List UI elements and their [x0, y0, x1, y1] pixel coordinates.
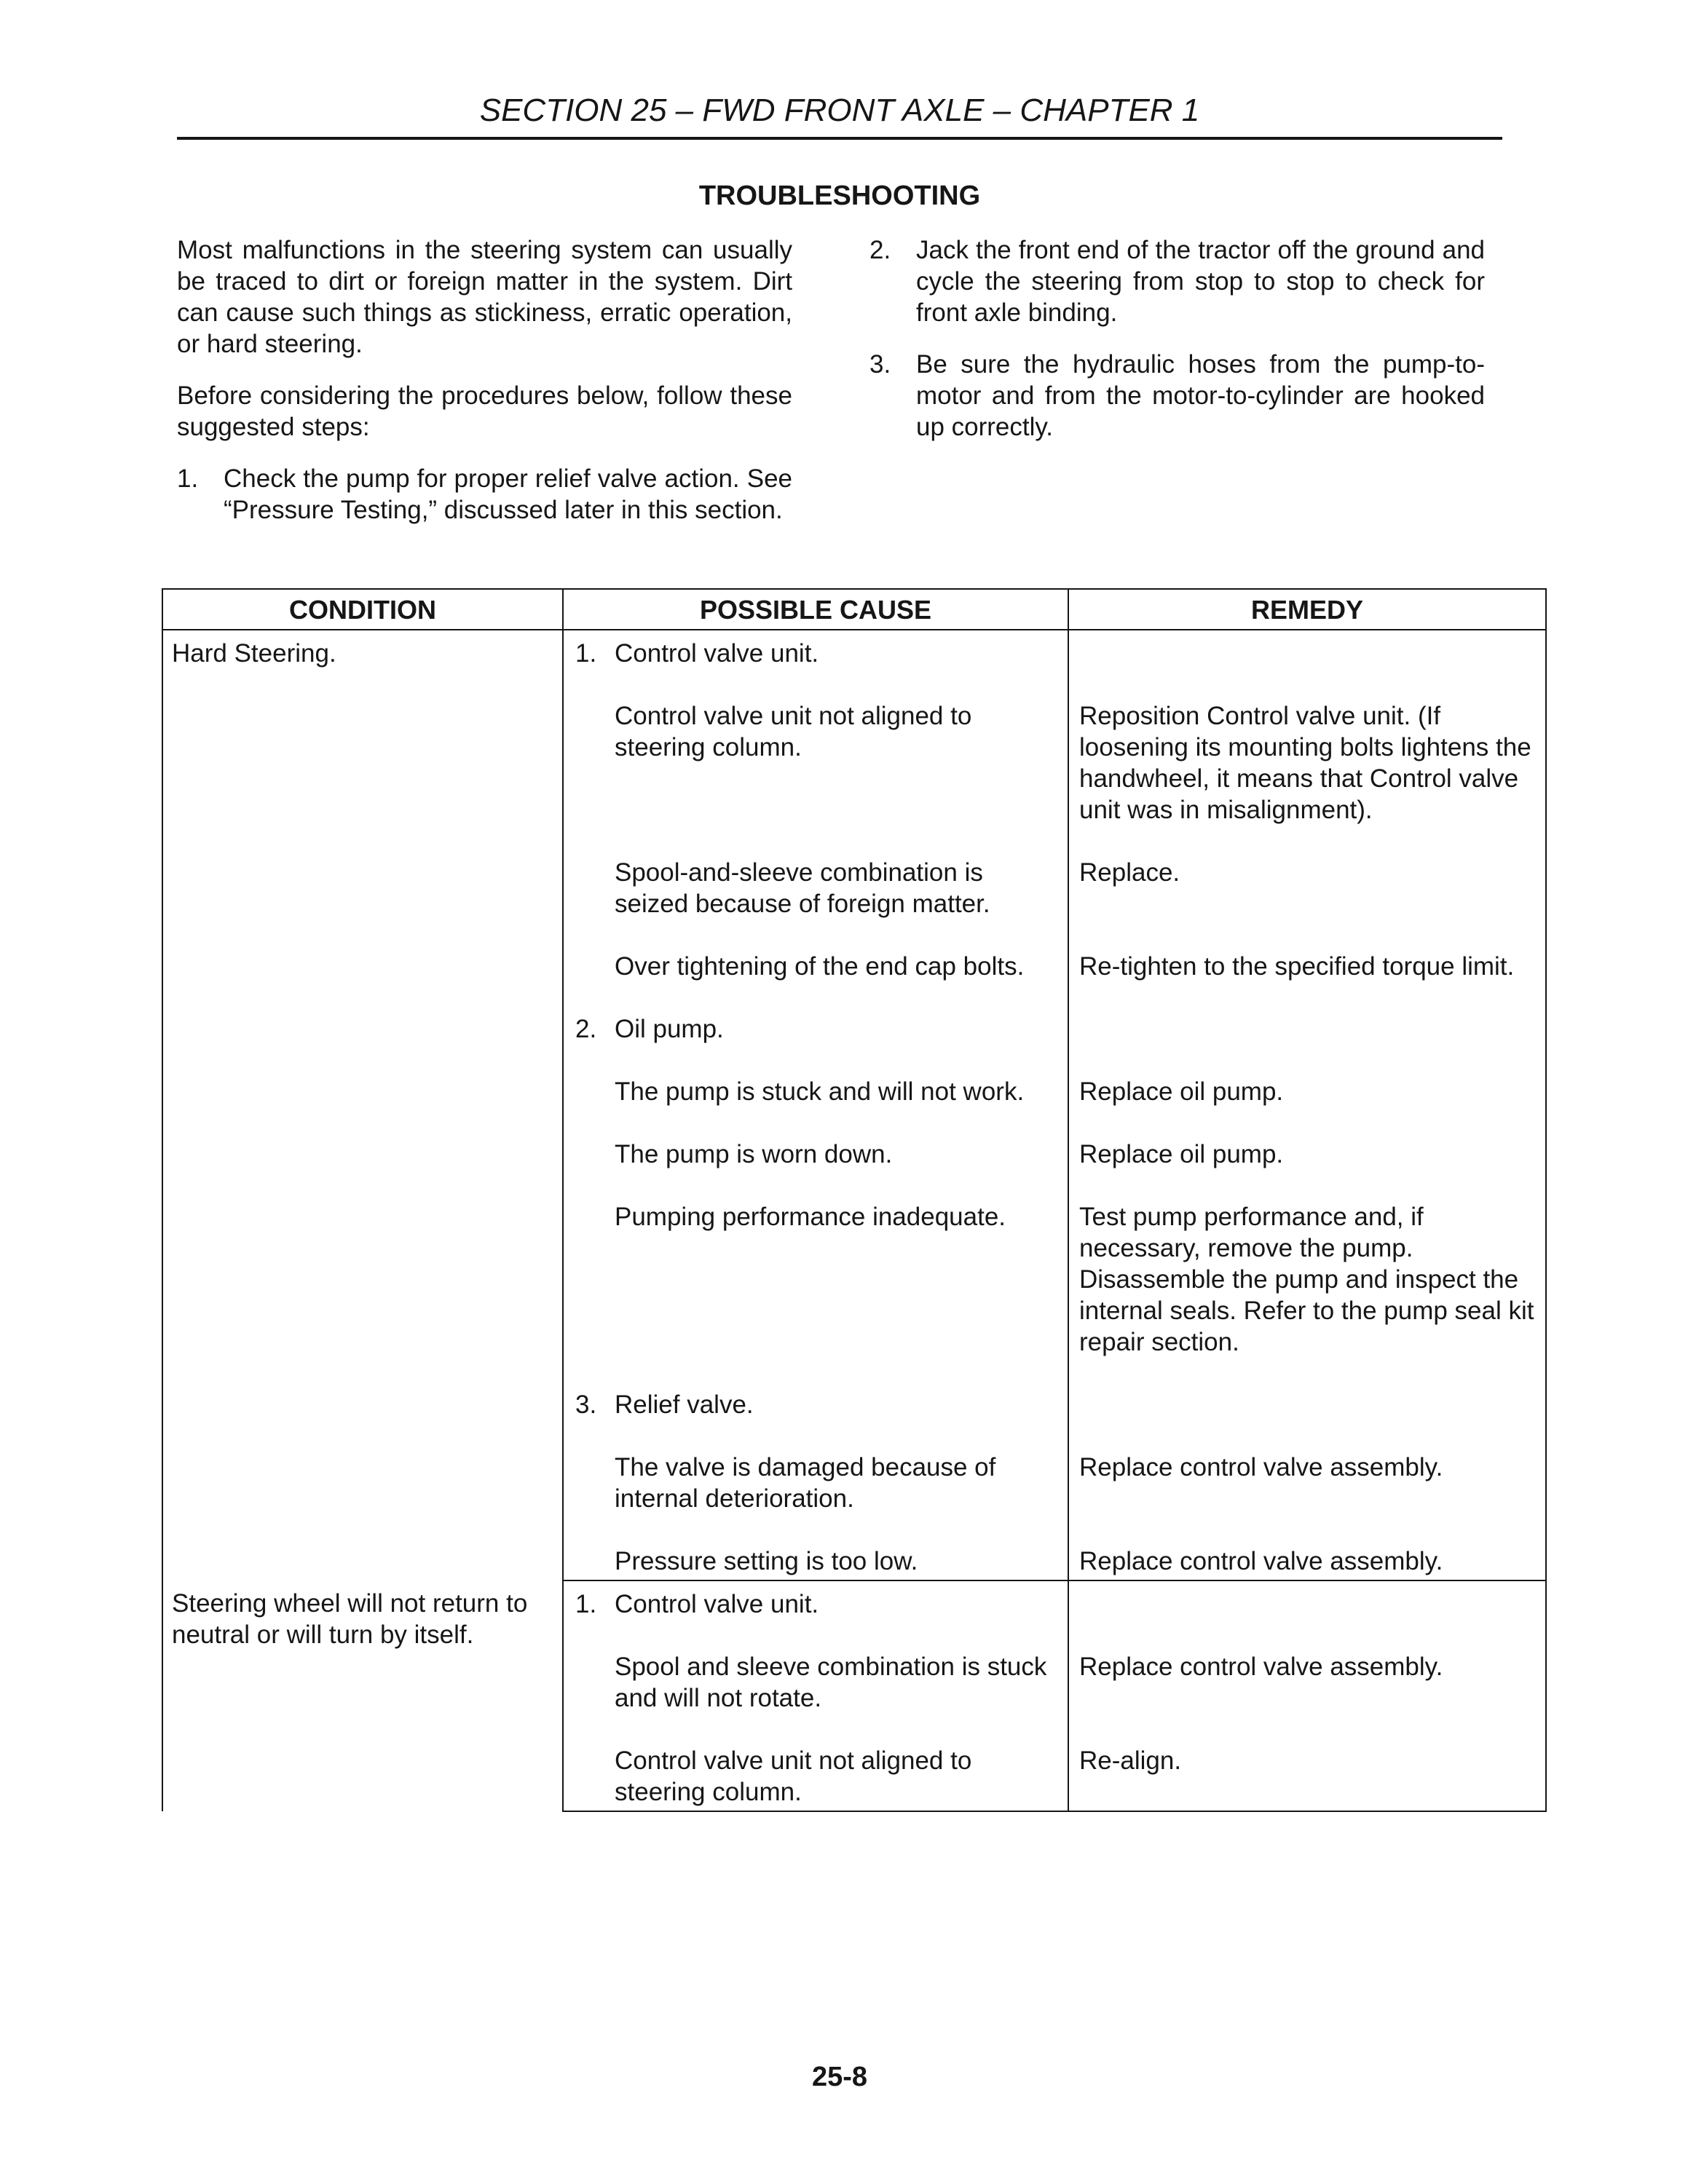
- table-row: [162, 1580, 1546, 1620]
- step-item: [869, 349, 1485, 443]
- cause-cell: [563, 826, 1068, 919]
- cause-number: 3.: [575, 1390, 597, 1419]
- page-title: TROUBLESHOOTING: [698, 181, 981, 211]
- remedy-cell: Re-align.: [1068, 1714, 1546, 1811]
- cause-text: Control valve unit not aligned to steering column.: [615, 702, 972, 761]
- cause-label: Control valve unit.: [615, 639, 819, 668]
- cause-cell: [563, 919, 1068, 982]
- cause-text: Pressure setting is too low.: [615, 1547, 918, 1575]
- cause-cell: [563, 1620, 1068, 1714]
- cause-number: 1.: [575, 639, 597, 668]
- condition-cell: Hard Steering.: [162, 630, 563, 1580]
- step-text: Check the pump for proper relief valve action. See “Pressure Testing,” discussed later in this section.: [224, 464, 792, 524]
- cause-text: Over tightening of the end cap bolts.: [615, 952, 1025, 981]
- step-item: [177, 463, 792, 526]
- remedy-cell: Re-tighten to the specified torque limit.: [1068, 919, 1546, 982]
- cause-cell: [563, 1580, 1068, 1620]
- cause-number: 1.: [575, 1590, 597, 1618]
- header-condition: CONDITION: [162, 589, 563, 630]
- table-row: [162, 630, 1546, 669]
- remedy-cell: Replace control valve assembly.: [1068, 1420, 1546, 1514]
- cause-cell: [563, 1714, 1068, 1811]
- cause-label: Control valve unit.: [615, 1590, 819, 1618]
- cause-cell: [563, 1170, 1068, 1358]
- remedy-cell: Replace control valve assembly.: [1068, 1620, 1546, 1714]
- cause-number: 2.: [575, 1015, 597, 1043]
- cause-text: Spool and sleeve combination is stuck and will not rotate.: [615, 1653, 1047, 1712]
- remedy-cell: Replace control valve assembly.: [1068, 1514, 1546, 1580]
- troubleshooting-table: [162, 588, 1547, 1812]
- cause-text: The pump is worn down.: [615, 1140, 893, 1168]
- cause-cell: [563, 982, 1068, 1045]
- condition-cell: Steering wheel will not return to neutral or will turn by itself.: [162, 1580, 563, 1811]
- cause-cell: [563, 669, 1068, 826]
- header-rule: [177, 137, 1502, 140]
- intro-paragraph: Most malfunctions in the steering system can usually be traced to dirt or foreign matter in the system. Dirt can cause such things as stickiness, erratic operation, or hard steering.: [177, 236, 792, 358]
- cause-text: The valve is damaged because of internal deterioration.: [615, 1453, 996, 1513]
- table-header-row: [162, 589, 1546, 630]
- remedy-cell: Replace oil pump.: [1068, 1107, 1546, 1170]
- header-cause: POSSIBLE CAUSE: [563, 589, 1068, 630]
- cause-text: Control valve unit not aligned to steering column.: [615, 1746, 972, 1806]
- page-number: 25-8: [811, 2062, 868, 2092]
- step-number: 2.: [869, 236, 891, 264]
- cause-label: Oil pump.: [615, 1015, 724, 1043]
- step-number: 1.: [177, 464, 199, 493]
- remedy-cell: Replace oil pump.: [1068, 1045, 1546, 1107]
- remedy-cell: [1068, 982, 1546, 1045]
- cause-text: Pumping performance inadequate.: [615, 1203, 1006, 1231]
- cause-cell: [563, 630, 1068, 669]
- remedy-cell: [1068, 1580, 1546, 1620]
- remedy-cell: [1068, 630, 1546, 669]
- intro-left-column: [177, 234, 792, 546]
- cause-cell: [563, 1514, 1068, 1580]
- remedy-cell: [1068, 1358, 1546, 1420]
- header-remedy: REMEDY: [1068, 589, 1546, 630]
- remedy-cell: Reposition Control valve unit. (If loosening its mounting bolts lightens the handwheel, it means that Control valve unit was in misalignment).: [1068, 669, 1546, 826]
- cause-cell: [563, 1045, 1068, 1107]
- remedy-cell: Replace.: [1068, 826, 1546, 919]
- cause-text: Spool-and-sleeve combination is seized because of foreign matter.: [615, 858, 990, 918]
- cause-label: Relief valve.: [615, 1390, 754, 1419]
- step-text: Be sure the hydraulic hoses from the pump-to-motor and from the motor-to-cylinder are hooked up correctly.: [916, 350, 1485, 441]
- section-header: SECTION 25 – FWD FRONT AXLE – CHAPTER 1: [479, 92, 1200, 128]
- intro-paragraph: Before considering the procedures below, follow these suggested steps:: [177, 381, 792, 441]
- remedy-cell: Test pump performance and, if necessary, remove the pump. Disassemble the pump and inspect the internal seals. Refer to the pump seal kit repair section.: [1068, 1170, 1546, 1358]
- cause-cell: [563, 1107, 1068, 1170]
- cause-cell: [563, 1420, 1068, 1514]
- step-number: 3.: [869, 350, 891, 379]
- intro-right-column: [869, 234, 1485, 463]
- cause-text: The pump is stuck and will not work.: [615, 1077, 1025, 1106]
- cause-cell: [563, 1358, 1068, 1420]
- step-item: [869, 234, 1485, 328]
- step-text: Jack the front end of the tractor off the ground and cycle the steering from stop to stop to check for front axle binding.: [916, 236, 1485, 327]
